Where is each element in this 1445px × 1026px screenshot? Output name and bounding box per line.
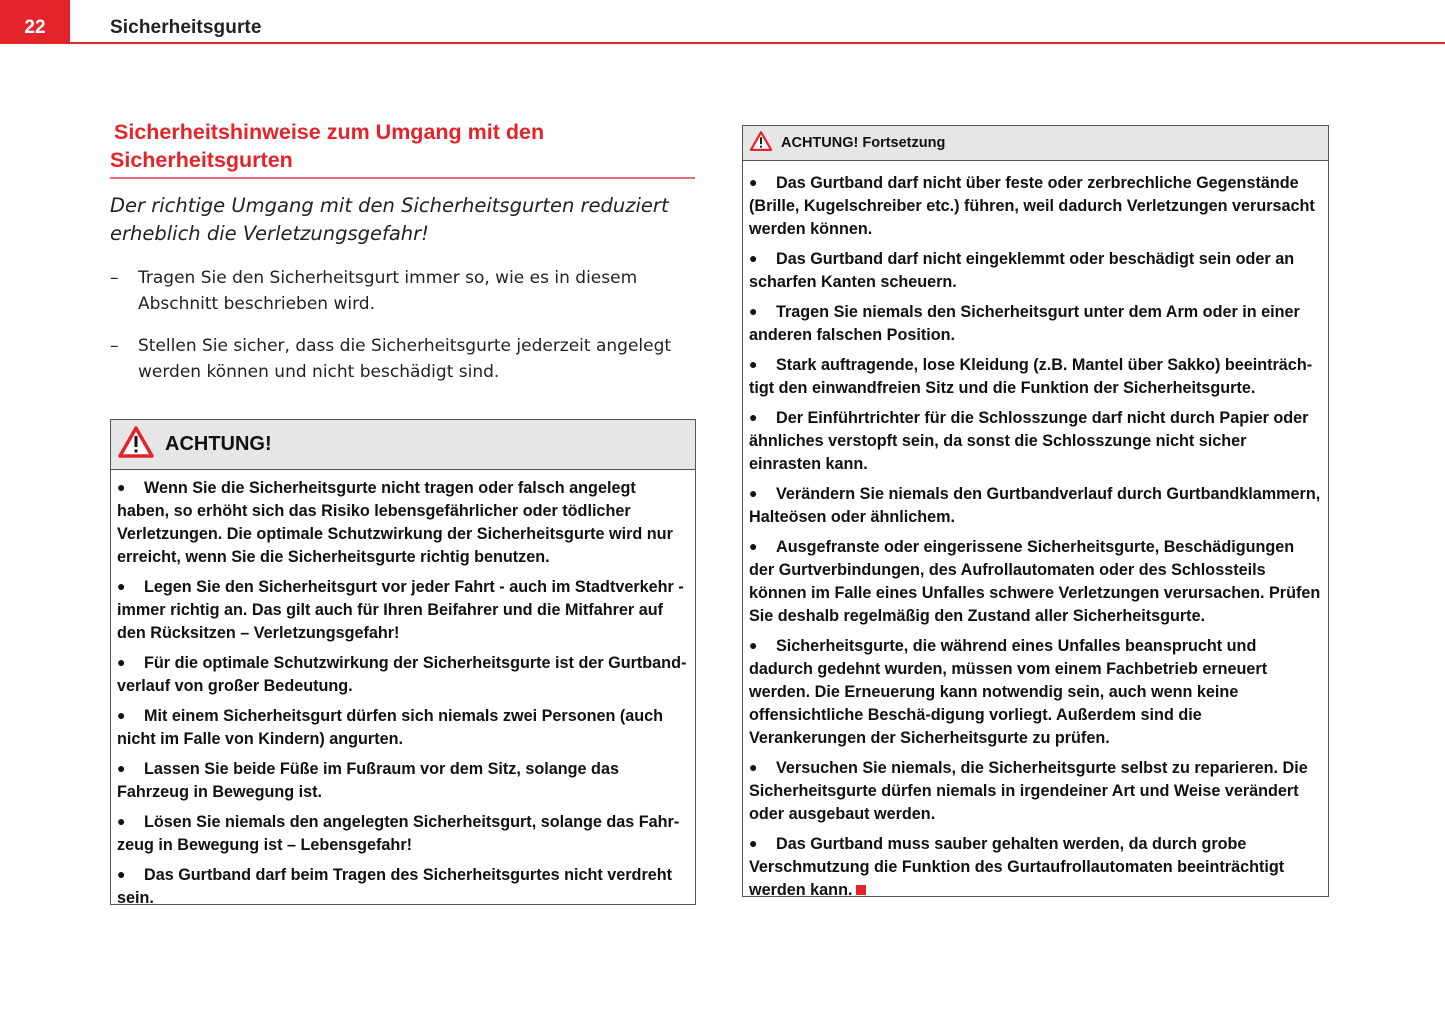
warning-list xyxy=(111,470,695,916)
warning-item: ● Für die optimale Schutzwirkung der Sicherheitsgurte ist der Gurtband-verlauf von großer Bedeutung. xyxy=(117,654,687,695)
dash-marker: – xyxy=(110,336,119,356)
warning-item: ● Der Einführtrichter für die Schlosszunge darf nicht durch Papier oder ähnliches verstopft sein, da sonst die Schlosszunge nicht sicher einrasten kann. xyxy=(749,409,1309,473)
section-title-line-2: Sicherheitsgurten xyxy=(110,148,293,172)
warning-item: ● Versuchen Sie niemals, die Sicherheitsgurte selbst zu reparieren. Die Sicherheitsgurte dürfen niemals in irgendeiner Art und Weise verändert oder ausgebaut werden. xyxy=(749,759,1308,823)
chapter-title: Sicherheitsgurte xyxy=(110,17,262,38)
instruction-text: Tragen Sie den Sicherheitsgurt immer so, wie es in diesem Abschnitt beschrieben wird. xyxy=(138,268,638,314)
warning-list xyxy=(743,161,1328,908)
warning-box xyxy=(110,419,696,905)
warning-item: ● Mit einem Sicherheitsgurt dürfen sich niemals zwei Personen (auch nicht im Falle von Kindern) angurten. xyxy=(117,707,664,748)
warning-item: ● Sicherheitsgurte, die während eines Unfalles beansprucht und dadurch gedehnt wurden, müssen vom einem Fachbetrieb erneuert werden. Die Erneuerung kann notwendig sein, auch wenn keine offensichtliche Beschä-digung vorliegt. Außerdem sind die Verankerungen der Sicherheitsgurte zu prüfen. xyxy=(749,637,1268,747)
instruction-text: Stellen Sie sicher, dass die Sicherheitsgurte jederzeit angelegt werden können und nicht beschädigt sind. xyxy=(138,336,672,382)
warning-item: ● Ausgefranste oder eingerissene Sicherheitsgurte, Beschädigungen der Gurtverbindungen, des Aufrollautomaten oder des Schlossteils können im Falle eines Unfalles schwere Verletzungen verursachen. Prüfen Sie deshalb regelmäßig den Zustand aller Sicherheitsgurte. xyxy=(749,538,1321,625)
warning-header xyxy=(111,420,695,470)
warning-item: ● Lassen Sie beide Füße im Fußraum vor dem Sitz, solange das Fahrzeug in Bewegung ist. xyxy=(117,760,619,801)
warning-item: ● Stark auftragende, lose Kleidung (z.B. Mantel über Sakko) beeinträch-tigt den einwandfreien Sitz und die Funktion der Sicherheitsgurte. xyxy=(749,356,1313,397)
warning-label: ACHTUNG! xyxy=(165,433,272,455)
warning-item: ● Wenn Sie die Sicherheitsgurte nicht tragen oder falsch angelegt haben, so erhöht sich das Risiko lebensgefährlicher oder tödlicher Verletzungen. Die optimale Schutzwirkung der Sicherheitsgurte wird nur erreicht, wenn Sie die Sicherheitsgurte richtig benutzen. xyxy=(117,479,673,566)
warning-triangle-icon xyxy=(749,130,773,157)
warning-header xyxy=(743,126,1328,161)
section-title xyxy=(110,118,695,174)
intro-text: Der richtige Umgang mit den Sicherheitsgurten reduziert erheblich die Verletzungsgefahr! xyxy=(110,194,669,245)
warning-item: ● Legen Sie den Sicherheitsgurt vor jeder Fahrt - auch im Stadtverkehr - immer richtig an. Das gilt auch für Ihren Beifahrer und die Mitfahrer auf den Rücksitzen – Verletzungsgefahr! xyxy=(117,578,684,642)
warning-triangle-icon xyxy=(117,425,155,464)
warning-item: ● Verändern Sie niemals den Gurtbandverlauf durch Gurtbandklammern, Halteösen oder ähnlichem. xyxy=(749,485,1321,526)
section-title-line-1: Sicherheitshinweise zum Umgang mit den xyxy=(114,120,545,144)
header-divider xyxy=(70,42,1445,44)
warning-box-continued xyxy=(742,125,1329,897)
warning-item: ● Das Gurtband darf nicht eingeklemmt oder beschädigt sein oder an scharfen Kanten scheuern. xyxy=(749,250,1295,291)
warning-label: ACHTUNG! Fortsetzung xyxy=(781,135,946,151)
instruction-item xyxy=(110,334,695,385)
section-title-divider xyxy=(110,177,695,179)
warning-item: ● Das Gurtband darf beim Tragen des Sicherheitsgurtes nicht verdreht sein. xyxy=(117,866,673,907)
warning-item: ● Das Gurtband darf nicht über feste oder zerbrechliche Gegenstände (Brille, Kugelschreiber etc.) führen, weil dadurch Verletzungen verursacht werden können. xyxy=(749,174,1315,238)
warning-item: ● Das Gurtband muss sauber gehalten werden, da durch grobe Verschmutzung die Funktion des Gurtaufrollautomaten beeinträchtigt werden kann. xyxy=(749,835,1285,899)
instruction-list xyxy=(110,266,695,385)
warning-item: ● Tragen Sie niemals den Sicherheitsgurt unter dem Arm oder in einer anderen falschen Position. xyxy=(749,303,1300,344)
page-number: 22 xyxy=(0,0,70,44)
left-column xyxy=(110,118,695,402)
dash-marker: – xyxy=(110,268,119,288)
warning-item: ● Lösen Sie niemals den angelegten Sicherheitsgurt, solange das Fahr-zeug in Bewegung ist – Lebensgefahr! xyxy=(117,813,680,854)
section-end-marker xyxy=(856,885,866,895)
instruction-item xyxy=(110,266,695,317)
page-header xyxy=(0,0,1445,44)
